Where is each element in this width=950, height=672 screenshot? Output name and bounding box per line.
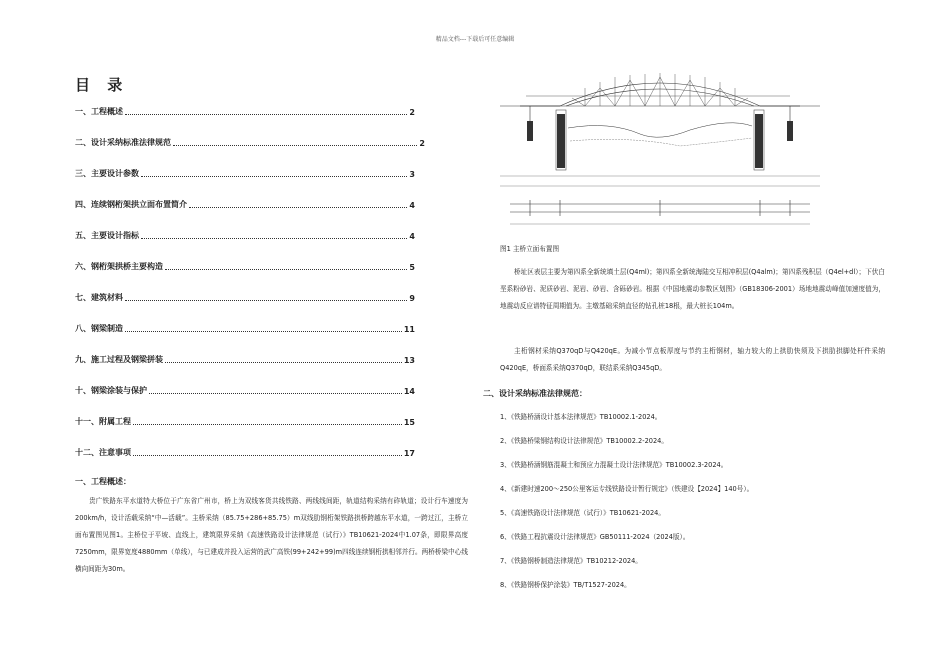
bridge-elevation-drawing (490, 66, 830, 234)
spec-list-item: 8、《铁路钢桥保护涂装》TB/T1527-2024。 (500, 581, 631, 589)
geology-paragraph: 桥址区表层主要为第四系全新统填土层(Q4ml)；第四系全新统海陆交互相冲积层(Q4alm)；第四系残积层（Q4el+dl）；下伏白垩系粉砂岩、泥质砂岩、泥岩、砂岩、含砾砂岩。根据《中国地震动参数区划图》（GB18306-2001）场地地震动峰值加速度值为，地震动反应谱特征周期值为。主墩基础采纳直径的钻孔桩18根，最大桩长104m。 (500, 268, 885, 310)
toc-item[interactable]: 十二、注意事项 17 (75, 448, 415, 458)
toc-item[interactable]: 三、主要设计参数 3 (75, 169, 415, 179)
spec-list-item: 4、《新建时速200～250公里客运专线铁路设计暂行规定》（铁建设【2024】140号）。 (500, 485, 754, 493)
figure-caption: 图1 主桥立面布置图 (500, 245, 560, 253)
spec-list-item: 5、《高速铁路设计法律规范（试行）》TB10621-2024。 (500, 509, 665, 517)
spec-list-item: 3、《铁路桥涵钢筋混凝土和预应力混凝土设计法律规范》TB10002.3-2024。 (500, 461, 728, 469)
toc-item[interactable]: 五、主要设计指标 4 (75, 231, 415, 241)
toc-item[interactable]: 十一、附属工程 15 (75, 417, 415, 427)
page-header: 精品文档---下载后可任意编辑 (435, 36, 515, 43)
section1-paragraph: 贵广铁路东平水道特大桥位于广东省广州市，桥上为双线客货共线铁路、两线线间距，轨道结构采纳有砟轨道；设计行车速度为200km/h，设计活载采纳“中—活载”。主桥采纳（85.75+286+85.75）m双线肋钢桁架铁路拱桥跨越东平水道，一跨过江，主桥立面布置图见图1。主桥位于平坡、直线上，建筑限界采纳《高速铁路设计法律规范（试行）》TB10621-2024中1.07条，即限界高度7250mm，限界宽度4880mm（单线），与已建成并投入运营的武广高铁(99+242+99)m四线连续钢桁拱相邻并行。两桥桥梁中心线横向间距为30m。 (75, 497, 468, 573)
toc-item[interactable]: 六、钢桁架拱桥主要构造 5 (75, 262, 415, 272)
toc-item[interactable]: 十、钢梁涂装与保护 14 (75, 386, 415, 396)
steel-paragraph: 主桁钢材采纳Q370qD与Q420qE。为减小节点板厚度与节约主桁钢材，轴力较大的上拱肋快须及下拱肋拱脚处杆件采纳Q420qE，桥面系采纳Q370qD，联结系采纳Q345qD。 (500, 347, 885, 372)
toc-item[interactable]: 四、连续钢桁架拱立面布置简介 4 (75, 200, 415, 210)
toc-item[interactable]: 一、工程概述 2 (75, 107, 415, 117)
spec-list-item: 2、《铁路桥梁钢结构设计法律规范》TB10002.2-2024。 (500, 437, 668, 445)
section2-heading: 二、设计采纳标准法律规范： (483, 389, 587, 398)
toc-item[interactable]: 九、施工过程及钢梁拼装 13 (75, 355, 415, 365)
toc-item[interactable]: 七、建筑材料 9 (75, 293, 415, 303)
section1-heading: 一、工程概述： (75, 477, 131, 486)
spec-list-item: 1、《铁路桥涵设计基本法律规范》TB10002.1-2024。 (500, 413, 662, 421)
spec-list-item: 6、《铁路工程抗震设计法律规范》GB50111-2024（2024版）。 (500, 533, 690, 541)
toc-item[interactable]: 八、钢梁制造 11 (75, 324, 415, 334)
toc-title: 目 录 (75, 76, 129, 94)
toc-item[interactable]: 二、设计采纳标准法律规范 2 (75, 138, 425, 148)
spec-list-item: 7、《铁路钢桥制造法律规范》TB10212-2024。 (500, 557, 642, 565)
